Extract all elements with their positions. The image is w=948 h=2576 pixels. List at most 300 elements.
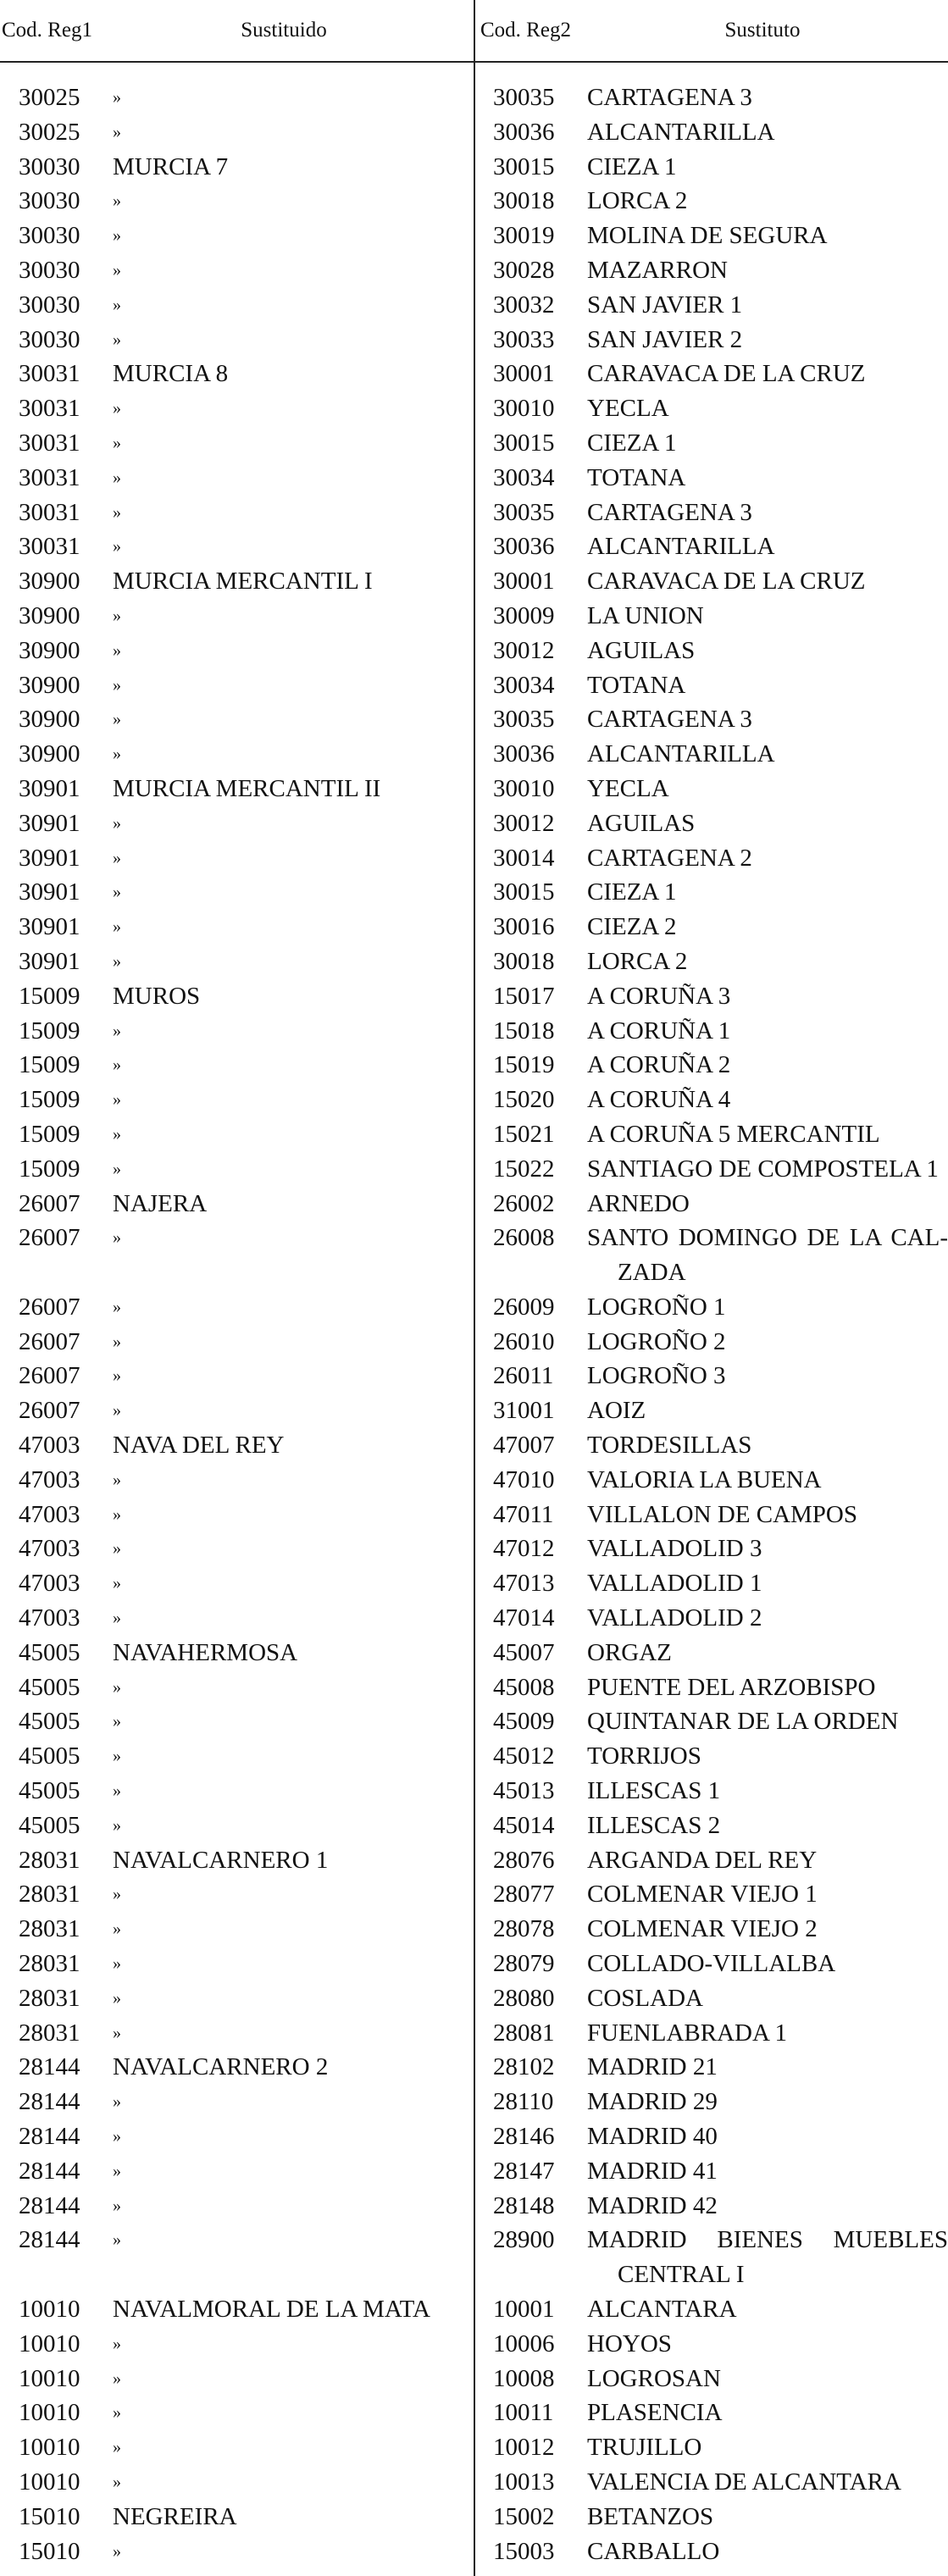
code-reg1: 28031 <box>19 1846 80 1874</box>
sustituto-name: MADRID 21 <box>587 2053 718 2081</box>
code-reg2: 10012 <box>493 2434 555 2462</box>
code-reg2: 30010 <box>493 395 555 423</box>
sustituto-name: ALCANTARILLA <box>587 533 775 561</box>
table-row <box>0 1152 948 1187</box>
sustituto-name: ORGAZ <box>587 1638 672 1666</box>
sustituto-name <box>587 2223 948 2292</box>
code-reg2: 26010 <box>493 1327 555 1355</box>
table-row <box>0 1187 948 1222</box>
table-row <box>0 2016 948 2051</box>
sustituto-name: VALENCIA DE ALCANTARA <box>587 2468 901 2496</box>
sustituido-name: » <box>113 2092 121 2112</box>
table-row <box>0 2430 948 2465</box>
sustituto-name: TOTANA <box>587 671 686 699</box>
code-reg2: 28079 <box>493 1950 555 1978</box>
code-reg2: 30036 <box>493 118 555 146</box>
code-reg2: 26008 <box>493 1224 555 1252</box>
code-reg1: 28031 <box>19 1984 80 2012</box>
code-reg2: 30018 <box>493 947 555 975</box>
sustituto-name: TORDESILLAS <box>587 1432 752 1460</box>
table-row <box>0 219 948 253</box>
code-reg1: 28031 <box>19 1881 80 1908</box>
code-reg1: 15009 <box>19 982 80 1010</box>
table-row <box>0 910 948 945</box>
sustituido-name: MUROS <box>113 982 201 1010</box>
code-reg1: 47003 <box>19 1432 80 1460</box>
code-reg1: 15010 <box>19 2537 80 2565</box>
code-reg2: 26011 <box>493 1362 554 1390</box>
sustituido-name: » <box>113 1504 121 1524</box>
code-reg2: 47011 <box>493 1500 554 1528</box>
header-code-reg1: Cod. Reg1 <box>2 19 92 42</box>
code-reg2: 10006 <box>493 2329 555 2357</box>
sustituto-name: QUINTANAR DE LA ORDEN <box>587 1708 899 1736</box>
table-row <box>0 634 948 668</box>
code-reg2: 28076 <box>493 1846 555 1874</box>
code-reg2: 30016 <box>493 913 555 941</box>
sustituto-name: CARAVACA DE LA CRUZ <box>587 360 866 388</box>
code-reg1: 30025 <box>19 84 80 111</box>
sustituto-line-2: ZADA <box>618 1259 686 1287</box>
sustituido-name: NAVALMORAL DE LA MATA <box>113 2296 430 2323</box>
code-reg2: 30001 <box>493 360 555 388</box>
sustituido-name: » <box>113 883 121 902</box>
code-reg1: 28144 <box>19 2123 80 2151</box>
sustituido-name: » <box>113 1988 121 2008</box>
table-row <box>0 2465 948 2500</box>
header-sustituto: Sustituto <box>724 19 801 42</box>
table-row <box>0 1566 948 1601</box>
code-reg1: 15009 <box>19 1051 80 1079</box>
sustituido-name: NAVA DEL REY <box>113 1432 285 1460</box>
code-reg1: 26007 <box>19 1327 80 1355</box>
sustituido-name: NAVALCARNERO 1 <box>113 1846 329 1874</box>
table-row <box>0 1981 948 2016</box>
code-reg2: 28900 <box>493 2226 555 2254</box>
table-row <box>0 2223 948 2292</box>
code-reg2: 47013 <box>493 1570 555 1598</box>
sustituto-name: ALCANTARILLA <box>587 118 775 146</box>
code-reg2: 15018 <box>493 1017 555 1044</box>
table-row <box>0 1532 948 1566</box>
sustituto-name: VALORIA LA BUENA <box>587 1465 822 1493</box>
code-reg1: 30901 <box>19 774 80 802</box>
sustituido-name: MURCIA 8 <box>113 360 229 388</box>
sustituto-name: AGUILAS <box>587 809 696 837</box>
sustituto-name: PUENTE DEL ARZOBISPO <box>587 1673 876 1701</box>
code-reg2: 30036 <box>493 740 555 768</box>
header-code-reg2: Cod. Reg2 <box>480 19 571 42</box>
sustituto-name: LOGROÑO 3 <box>587 1362 726 1390</box>
table-row <box>0 668 948 703</box>
sustituido-name: » <box>113 2230 121 2250</box>
sustituto-name: AOIZ <box>587 1397 646 1425</box>
code-reg2: 30009 <box>493 601 555 629</box>
code-reg1: 47003 <box>19 1604 80 1632</box>
code-reg2: 30019 <box>493 222 555 250</box>
code-reg1: 45005 <box>19 1777 80 1805</box>
code-reg1: 30901 <box>19 913 80 941</box>
code-reg1: 26007 <box>19 1397 80 1425</box>
sustituto-name: CARTAGENA 2 <box>587 844 752 872</box>
table-row <box>0 806 948 841</box>
table-row <box>0 288 948 323</box>
table-row <box>0 184 948 219</box>
sustituto-name: VALLADOLID 3 <box>587 1535 762 1563</box>
sustituido-name: » <box>113 537 121 557</box>
code-reg2: 15017 <box>493 982 555 1010</box>
sustituto-name <box>587 1221 948 1290</box>
table-row <box>0 1774 948 1809</box>
sustituido-name: » <box>113 1815 121 1835</box>
table-row <box>0 2085 948 2119</box>
code-reg1: 30030 <box>19 291 80 319</box>
code-reg1: 28144 <box>19 2191 80 2219</box>
table-row <box>0 1359 948 1393</box>
code-reg1: 47003 <box>19 1465 80 1493</box>
sustituto-name: ARNEDO <box>587 1189 690 1217</box>
sustituido-name: » <box>113 710 121 729</box>
code-reg2: 28081 <box>493 2019 555 2047</box>
sustituido-name: » <box>113 1090 121 1110</box>
code-reg1: 47003 <box>19 1500 80 1528</box>
table-row <box>0 564 948 599</box>
table-row <box>0 875 948 910</box>
sustituto-name: VALLADOLID 2 <box>587 1604 762 1632</box>
sustituido-name: » <box>113 1124 121 1144</box>
sustituto-line-1: SANTO DOMINGO DE LA CAL- <box>587 1224 948 1252</box>
sustituido-name: » <box>113 399 121 418</box>
code-reg1: 30900 <box>19 636 80 664</box>
code-reg2: 26002 <box>493 1189 555 1217</box>
sustituto-name: HOYOS <box>587 2329 672 2357</box>
table-row <box>0 2119 948 2154</box>
code-reg2: 30035 <box>493 706 555 734</box>
table-row <box>0 1636 948 1670</box>
sustituido-name: » <box>113 640 121 660</box>
sustituto-name: A CORUÑA 1 <box>587 1017 731 1044</box>
sustituto-name: ILLESCAS 2 <box>587 1811 721 1839</box>
sustituto-name: BETANZOS <box>587 2502 714 2530</box>
table-row <box>0 1463 948 1498</box>
table-row <box>0 529 948 564</box>
table-row <box>0 496 948 530</box>
sustituto-name: YECLA <box>587 774 669 802</box>
code-reg2: 30034 <box>493 463 555 491</box>
code-reg2: 15020 <box>493 1086 555 1114</box>
sustituido-name: » <box>113 1781 121 1801</box>
code-reg2: 15019 <box>493 1051 555 1079</box>
code-reg2: 28102 <box>493 2053 555 2081</box>
code-reg1: 45005 <box>19 1638 80 1666</box>
table-row <box>0 1117 948 1152</box>
code-reg1: 47003 <box>19 1570 80 1598</box>
code-reg1: 45005 <box>19 1811 80 1839</box>
code-reg1: 10010 <box>19 2329 80 2357</box>
code-reg2: 30010 <box>493 774 555 802</box>
code-reg1: 15009 <box>19 1155 80 1183</box>
table-row <box>0 2500 948 2534</box>
code-reg1: 28144 <box>19 2053 80 2081</box>
code-reg2: 30028 <box>493 256 555 284</box>
header-sustituido: Sustituido <box>241 19 327 42</box>
code-reg2: 45009 <box>493 1708 555 1736</box>
table-row <box>0 2292 948 2327</box>
code-reg1: 30031 <box>19 360 80 388</box>
sustituto-name: MOLINA DE SEGURA <box>587 222 828 250</box>
code-reg2: 47010 <box>493 1465 555 1493</box>
sustituido-name: » <box>113 1470 121 1489</box>
sustituido-name: » <box>113 606 121 625</box>
table-row <box>0 841 948 876</box>
code-reg1: 30030 <box>19 222 80 250</box>
sustituido-name: » <box>113 502 121 522</box>
table-row <box>0 1809 948 1843</box>
sustituido-name: » <box>113 2541 121 2561</box>
sustituto-name: A CORUÑA 5 MERCANTIL <box>587 1120 880 1148</box>
code-reg1: 30900 <box>19 601 80 629</box>
table-row <box>0 2362 948 2396</box>
sustituido-name: » <box>113 745 121 764</box>
sustituto-name: CARBALLO <box>587 2537 720 2565</box>
sustituido-name: » <box>113 1332 121 1351</box>
table-row <box>0 1048 948 1083</box>
table-row <box>0 945 948 979</box>
sustituido-name: MURCIA MERCANTIL II <box>113 774 381 802</box>
code-reg1: 45005 <box>19 1673 80 1701</box>
code-reg1: 26007 <box>19 1362 80 1390</box>
code-reg2: 47012 <box>493 1535 555 1563</box>
code-reg1: 15009 <box>19 1086 80 1114</box>
code-reg1: 30031 <box>19 533 80 561</box>
sustituto-name: LOGROSAN <box>587 2364 721 2392</box>
sustituido-name: » <box>113 2023 121 2042</box>
table-row <box>0 1498 948 1532</box>
sustituido-name: » <box>113 468 121 487</box>
code-reg2: 47014 <box>493 1604 555 1632</box>
sustituto-name: SANTIAGO DE COMPOSTELA 1 <box>587 1155 939 1183</box>
sustituto-name: CARTAGENA 3 <box>587 706 752 734</box>
sustituto-name: TRUJILLO <box>587 2434 702 2462</box>
code-reg1: 15009 <box>19 1120 80 1148</box>
sustituido-name: » <box>113 2161 121 2180</box>
sustituto-name: CIEZA 1 <box>587 878 677 906</box>
code-reg2: 45007 <box>493 1638 555 1666</box>
table-row <box>0 2050 948 2085</box>
code-reg2: 15002 <box>493 2502 555 2530</box>
sustituto-line-2: CENTRAL I <box>618 2261 745 2289</box>
code-reg2: 45013 <box>493 1777 555 1805</box>
code-reg1: 30900 <box>19 671 80 699</box>
code-reg1: 30031 <box>19 429 80 457</box>
sustituto-name: CIEZA 1 <box>587 429 677 457</box>
table-body <box>0 80 948 2568</box>
sustituido-name: » <box>113 1574 121 1593</box>
code-reg1: 30031 <box>19 463 80 491</box>
sustituido-name: MURCIA 7 <box>113 152 229 180</box>
table-row <box>0 772 948 806</box>
code-reg1: 30030 <box>19 325 80 353</box>
sustituido-name: » <box>113 1297 121 1316</box>
code-reg1: 10010 <box>19 2296 80 2323</box>
sustituto-name: LA UNION <box>587 601 704 629</box>
code-reg2: 15003 <box>493 2537 555 2565</box>
table-row <box>0 1428 948 1463</box>
sustituido-name: » <box>113 2472 121 2491</box>
sustituto-name: LORCA 2 <box>587 187 688 215</box>
sustituto-name: FUENLABRADA 1 <box>587 2019 788 2047</box>
sustituido-name: NAVALCARNERO 2 <box>113 2053 329 2081</box>
sustituto-name: A CORUÑA 2 <box>587 1051 731 1079</box>
code-reg1: 30901 <box>19 878 80 906</box>
sustituto-name: YECLA <box>587 395 669 423</box>
sustituido-name: » <box>113 1885 121 1904</box>
sustituto-name: SAN JAVIER 1 <box>587 291 743 319</box>
table-row <box>0 737 948 772</box>
sustituto-name: A CORUÑA 3 <box>587 982 731 1010</box>
code-reg1: 10010 <box>19 2399 80 2427</box>
code-reg1: 28031 <box>19 1950 80 1978</box>
code-reg2: 30036 <box>493 533 555 561</box>
sustituto-name: A CORUÑA 4 <box>587 1086 731 1114</box>
code-reg2: 47007 <box>493 1432 555 1460</box>
sustituto-name: SAN JAVIER 2 <box>587 325 743 353</box>
sustituido-name: » <box>113 1055 121 1075</box>
code-reg1: 30901 <box>19 809 80 837</box>
code-reg1: 30030 <box>19 152 80 180</box>
sustituido-name: NEGREIRA <box>113 2502 237 2530</box>
code-reg2: 30015 <box>493 429 555 457</box>
sustituto-name: VILLALON DE CAMPOS <box>587 1500 857 1528</box>
sustituido-name: » <box>113 1609 121 1628</box>
code-reg2: 30033 <box>493 325 555 353</box>
code-reg1: 30901 <box>19 947 80 975</box>
sustituido-name: » <box>113 191 121 211</box>
sustituto-name: COLLADO-VILLALBA <box>587 1950 836 1978</box>
sustituido-name: MURCIA MERCANTIL I <box>113 568 373 596</box>
code-reg2: 45012 <box>493 1742 555 1770</box>
table-row <box>0 702 948 737</box>
sustituto-name: MADRID 42 <box>587 2191 718 2219</box>
code-reg1: 10010 <box>19 2434 80 2462</box>
code-reg1: 10010 <box>19 2468 80 2496</box>
sustituto-name: ALCANTARA <box>587 2296 737 2323</box>
code-reg1: 30900 <box>19 740 80 768</box>
sustituto-name: LOGROÑO 2 <box>587 1327 726 1355</box>
sustituido-name: » <box>113 1021 121 1040</box>
sustituido-name: » <box>113 1159 121 1178</box>
table-row <box>0 979 948 1014</box>
sustituido-name: » <box>113 1539 121 1559</box>
code-reg2: 30032 <box>493 291 555 319</box>
code-reg2: 28080 <box>493 1984 555 2012</box>
sustituido-name: » <box>113 1366 121 1386</box>
code-reg1: 30025 <box>19 118 80 146</box>
code-reg2: 15022 <box>493 1155 555 1183</box>
sustituido-name: » <box>113 1712 121 1731</box>
sustituido-name: » <box>113 88 121 107</box>
code-reg2: 45014 <box>493 1811 555 1839</box>
sustituto-name: PLASENCIA <box>587 2399 723 2427</box>
code-reg2: 28077 <box>493 1881 555 1908</box>
sustituto-name: ARGANDA DEL REY <box>587 1846 818 1874</box>
code-reg1: 15010 <box>19 2502 80 2530</box>
table-row <box>0 1877 948 1912</box>
sustituto-name: VALLADOLID 1 <box>587 1570 762 1598</box>
table-row <box>0 1704 948 1739</box>
table-row <box>0 1912 948 1947</box>
sustituido-name: » <box>113 813 121 833</box>
code-reg1: 26007 <box>19 1189 80 1217</box>
sustituto-name: ALCANTARILLA <box>587 740 775 768</box>
sustituto-name: COSLADA <box>587 1984 703 2012</box>
sustituido-name: NAVAHERMOSA <box>113 1638 298 1666</box>
code-reg1: 28031 <box>19 1915 80 1943</box>
sustituido-name: » <box>113 2368 121 2388</box>
code-reg1: 28031 <box>19 2019 80 2047</box>
table-row <box>0 1739 948 1774</box>
table-row <box>0 323 948 357</box>
sustituido-name: » <box>113 848 121 867</box>
table-row <box>0 426 948 461</box>
sustituido-name: » <box>113 1920 121 1939</box>
sustituido-name: » <box>113 2334 121 2353</box>
table-row <box>0 1670 948 1705</box>
sustituto-name: CARAVACA DE LA CRUZ <box>587 568 866 596</box>
table-row <box>0 1947 948 1981</box>
code-reg1: 15009 <box>19 1017 80 1044</box>
sustituido-name: » <box>113 1747 121 1766</box>
table-row <box>0 1083 948 1117</box>
table-row <box>0 1325 948 1360</box>
table-row <box>0 80 948 115</box>
table-row <box>0 253 948 288</box>
table-row <box>0 2534 948 2569</box>
sustituido-name: » <box>113 917 121 937</box>
sustituto-name: COLMENAR VIEJO 2 <box>587 1915 818 1943</box>
table-row <box>0 2154 948 2189</box>
sustituto-name: COLMENAR VIEJO 1 <box>587 1881 818 1908</box>
sustituido-name: » <box>113 2127 121 2147</box>
sustituto-name: CIEZA 1 <box>587 152 677 180</box>
sustituto-name: MADRID 29 <box>587 2088 718 2116</box>
code-reg2: 30014 <box>493 844 555 872</box>
code-reg2: 30035 <box>493 84 555 111</box>
code-reg2: 26009 <box>493 1293 555 1321</box>
code-reg2: 45008 <box>493 1673 555 1701</box>
code-reg1: 28144 <box>19 2226 80 2254</box>
code-reg2: 10011 <box>493 2399 554 2427</box>
code-reg2: 30012 <box>493 809 555 837</box>
code-reg2: 28147 <box>493 2157 555 2185</box>
code-reg1: 45005 <box>19 1708 80 1736</box>
code-reg2: 30015 <box>493 878 555 906</box>
sustituido-name: » <box>113 1677 121 1697</box>
sustituto-line-1: MADRID BIENES MUEBLES <box>587 2226 948 2254</box>
code-reg1: 10010 <box>19 2364 80 2392</box>
code-reg2: 28110 <box>493 2088 554 2116</box>
sustituto-name: CARTAGENA 3 <box>587 84 752 111</box>
sustituto-name: LOGROÑO 1 <box>587 1293 726 1321</box>
table-row <box>0 1014 948 1049</box>
sustituto-name: TOTANA <box>587 463 686 491</box>
sustituido-name: » <box>113 1401 121 1421</box>
sustituido-name: » <box>113 260 121 280</box>
code-reg2: 30015 <box>493 152 555 180</box>
sustituido-name: » <box>113 2196 121 2215</box>
code-reg2: 30012 <box>493 636 555 664</box>
code-reg2: 31001 <box>493 1397 555 1425</box>
